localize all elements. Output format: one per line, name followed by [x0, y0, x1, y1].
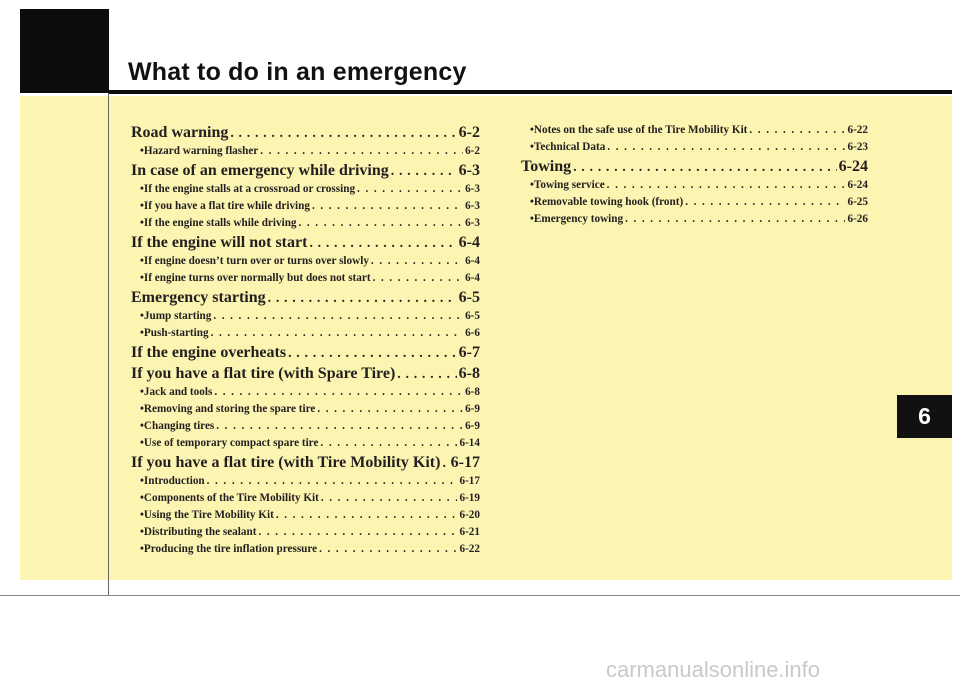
toc-subentry-push-starting[interactable] [131, 325, 480, 342]
toc-page-number: 6-3 [465, 200, 480, 212]
toc-entry-label: • Use of temporary compact spare tire [140, 435, 318, 452]
toc-subentry-removable-towing-hook[interactable] [521, 194, 868, 211]
toc-subentry-jump-starting[interactable] [131, 308, 480, 325]
toc-leader-dots [573, 157, 837, 177]
toc-entry-label: • Changing tires [140, 418, 214, 435]
toc-leader-dots [685, 194, 845, 211]
toc-leader-dots [397, 364, 456, 384]
toc-page-number: 6-8 [458, 365, 480, 382]
toc-leader-dots [230, 123, 456, 143]
toc-subentry-engine-turns-over-no-start[interactable] [131, 270, 480, 287]
toc-page-number: 6-23 [847, 141, 868, 153]
toc-page-number: 6-4 [465, 272, 480, 284]
toc-subentry-introduction[interactable] [131, 473, 480, 490]
toc-entry-label: If you have a flat tire (with Spare Tire) [131, 365, 396, 382]
toc-page-number: 6-3 [465, 217, 480, 229]
toc-page-number: 6-25 [847, 196, 868, 208]
toc-entry-label: • Distributing the sealant [140, 524, 256, 541]
chapter-tab-number: 6 [918, 403, 931, 429]
toc-page-number: 6-3 [465, 183, 480, 195]
toc-page-number: 6-6 [465, 327, 480, 339]
toc-left-column [131, 122, 480, 558]
toc-entry-label: If you have a flat tire (with Tire Mobility Kit) [131, 454, 441, 471]
toc-entry-label: • Removable towing hook (front) [530, 194, 683, 211]
toc-entry-label: • Jump starting [140, 308, 211, 325]
toc-entry-engine-will-not-start[interactable] [131, 232, 480, 253]
toc-leader-dots [207, 473, 458, 490]
toc-leader-dots [371, 253, 463, 270]
page-title: What to do in an emergency [128, 58, 467, 86]
toc-page-number: 6-5 [465, 310, 480, 322]
toc-subentry-engine-doesnt-turn-over[interactable] [131, 253, 480, 270]
toc-entry-label: • Notes on the safe use of the Tire Mobility Kit [530, 122, 747, 139]
toc-leader-dots [260, 143, 463, 160]
toc-leader-dots [211, 325, 464, 342]
toc-entry-label: • Components of the Tire Mobility Kit [140, 490, 319, 507]
toc-leader-dots [288, 343, 457, 363]
header-rule [109, 90, 952, 94]
toc-leader-dots [607, 177, 846, 194]
margin-divider [108, 93, 109, 596]
toc-page-number: 6-9 [465, 420, 480, 432]
toc-page-number: 6-22 [847, 124, 868, 136]
toc-entry-label: Road warning [131, 124, 229, 141]
toc-subentry-jack-and-tools[interactable] [131, 384, 480, 401]
toc-entry-label: If the engine will not start [131, 234, 308, 251]
toc-page-number: 6-20 [459, 509, 480, 521]
toc-entry-flat-tire-spare[interactable] [131, 363, 480, 384]
toc-page-number: 6-19 [459, 492, 480, 504]
watermark: carmanualsonline.info [606, 657, 821, 682]
toc-entry-label: Emergency starting [131, 289, 266, 306]
toc-page-number: 6-4 [458, 234, 480, 251]
toc-entry-label: Towing [521, 158, 572, 175]
toc-subentry-towing-service[interactable] [521, 177, 868, 194]
toc-page-number: 6-22 [459, 543, 480, 555]
toc-entry-label: • If you have a flat tire while driving [140, 198, 310, 215]
toc-page-number: 6-21 [459, 526, 480, 538]
toc-leader-dots [258, 524, 457, 541]
toc-entry-engine-overheats[interactable] [131, 342, 480, 363]
toc-page-number: 6-2 [465, 145, 480, 157]
toc-page-number: 6-2 [458, 124, 480, 141]
toc-leader-dots [268, 288, 457, 308]
toc-page-number: 6-26 [847, 213, 868, 225]
toc-entry-label: • Introduction [140, 473, 205, 490]
toc-page-number: 6-3 [458, 162, 480, 179]
toc-page-number: 6-24 [847, 179, 868, 191]
toc-entry-road-warning[interactable] [131, 122, 480, 143]
toc-entry-label: • Push-starting [140, 325, 209, 342]
toc-page-number: 6-4 [465, 255, 480, 267]
toc-leader-dots [357, 181, 463, 198]
toc-entry-label: In case of an emergency while driving [131, 162, 389, 179]
toc-leader-dots [317, 401, 463, 418]
toc-subentry-inflation-pressure[interactable] [131, 541, 480, 558]
toc-leader-dots [213, 308, 463, 325]
toc-entry-emergency-while-driving[interactable] [131, 160, 480, 181]
toc-leader-dots [309, 233, 456, 253]
toc-subentry-technical-data[interactable] [521, 139, 868, 156]
toc-leader-dots [312, 198, 463, 215]
toc-leader-dots [276, 507, 458, 524]
toc-page-number: 6-17 [459, 475, 480, 487]
footer-rule [0, 595, 960, 596]
toc-leader-dots [321, 490, 458, 507]
toc-entry-towing[interactable] [521, 156, 868, 177]
header-black-block [20, 9, 109, 93]
toc-leader-dots [391, 161, 457, 181]
toc-page-number: 6-14 [459, 437, 480, 449]
toc-subentry-safe-use-notes[interactable] [521, 122, 868, 139]
toc-page-number: 6-7 [458, 344, 480, 361]
toc-leader-dots [442, 453, 448, 473]
toc-subentry-removing-storing-spare[interactable] [131, 401, 480, 418]
toc-entry-label: If the engine overheats [131, 344, 287, 361]
toc-subentry-changing-tires[interactable] [131, 418, 480, 435]
toc-entry-label: • Removing and storing the spare tire [140, 401, 315, 418]
toc-subentry-engine-stalls-driving[interactable] [131, 215, 480, 232]
toc-entry-label: • Hazard warning flasher [140, 143, 258, 160]
toc-entry-emergency-starting[interactable] [131, 287, 480, 308]
toc-right-column [521, 122, 868, 228]
toc-entry-label: • Jack and tools [140, 384, 212, 401]
toc-page-number: 6-8 [465, 386, 480, 398]
toc-entry-label: • Towing service [530, 177, 605, 194]
toc-entry-label: • If the engine stalls at a crossroad or crossing [140, 181, 355, 198]
toc-leader-dots [749, 122, 845, 139]
toc-leader-dots [319, 541, 457, 558]
toc-entry-label: • If the engine stalls while driving [140, 215, 297, 232]
toc-entry-label: • If engine turns over normally but does not start [140, 270, 371, 287]
toc-subentry-distributing-sealant[interactable] [131, 524, 480, 541]
toc-page-number: 6-9 [465, 403, 480, 415]
toc-subentry-flat-tire-while-driving[interactable] [131, 198, 480, 215]
toc-entry-label: • Producing the tire inflation pressure [140, 541, 317, 558]
toc-leader-dots [607, 139, 845, 156]
toc-page-number: 6-17 [450, 454, 480, 471]
toc-page-number: 6-24 [838, 158, 868, 175]
toc-leader-dots [373, 270, 464, 287]
toc-entry-flat-tire-mobility-kit[interactable] [131, 452, 480, 473]
chapter-tab[interactable] [897, 395, 952, 438]
toc-page-number: 6-5 [458, 289, 480, 306]
toc-leader-dots [216, 418, 463, 435]
toc-entry-label: • If engine doesn’t turn over or turns over slowly [140, 253, 369, 270]
toc-subentry-emergency-towing[interactable] [521, 211, 868, 228]
toc-entry-label: • Using the Tire Mobility Kit [140, 507, 274, 524]
toc-leader-dots [299, 215, 464, 232]
toc-subentry-using-kit[interactable] [131, 507, 480, 524]
toc-entry-label: • Technical Data [530, 139, 605, 156]
toc-leader-dots [320, 435, 457, 452]
toc-subentry-kit-components[interactable] [131, 490, 480, 507]
toc-leader-dots [214, 384, 463, 401]
toc-entry-label: • Emergency towing [530, 211, 623, 228]
toc-subentry-engine-stalls-crossroad[interactable] [131, 181, 480, 198]
toc-subentry-compact-spare[interactable] [131, 435, 480, 452]
toc-subentry-hazard-warning-flasher[interactable] [131, 143, 480, 160]
toc-leader-dots [625, 211, 845, 228]
